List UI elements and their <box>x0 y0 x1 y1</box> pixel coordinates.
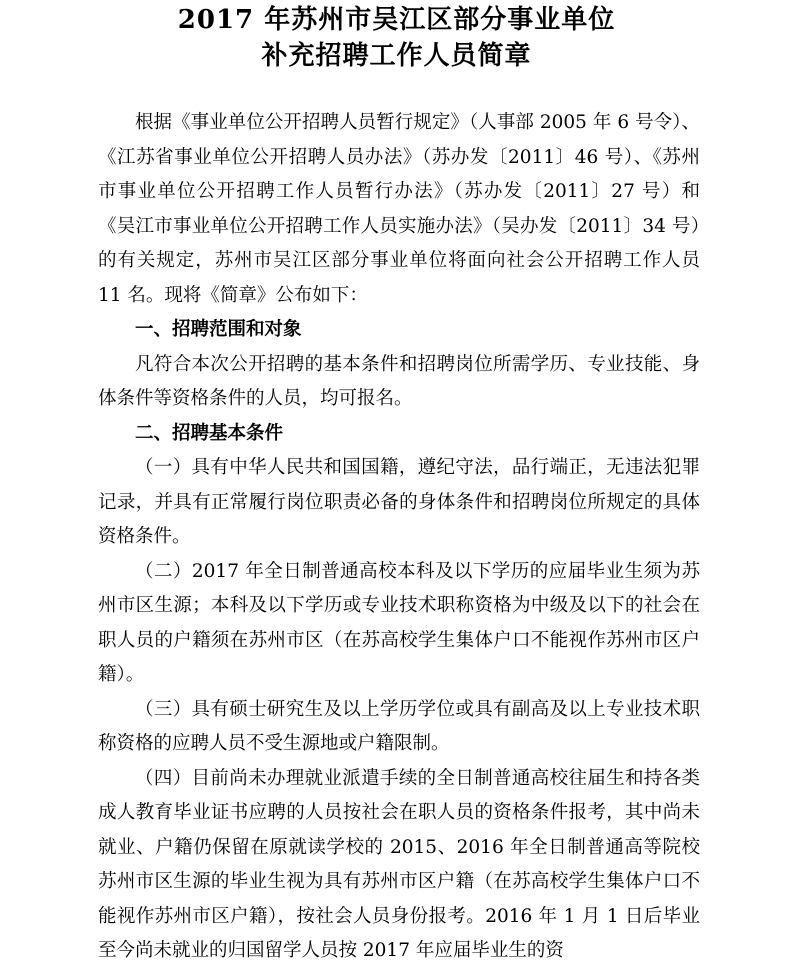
title-line-1: 2017 年苏州市吴江区部分事业单位 <box>177 5 616 35</box>
condition-4-paragraph: （四）目前尚未办理就业派遣手续的全日制普通高校往届生和持各类成人教育毕业证书应聘的人员按社会在职人员的资格条件报考，其中尚未就业、户籍仍保留在原就读学校的 2015、2016 年全日制普通高等院校苏州市区生源的毕业生视为具有苏州市区户籍（在苏高校学生集体户口不能视作苏州市区户籍），按社会人员身份报考。2016 年 1 月 1 日后毕业至今尚未就业的归国留学人员按 2017 年应届毕业生的资 <box>98 767 700 961</box>
section-heading-scope: 一、招聘范围和对象 <box>135 319 302 340</box>
condition-2-paragraph: （二）2017 年全日制普通高校本科及以下学历的应届毕业生须为苏州市区生源；本科及以下学历或专业技术职称资格为中级及以下的社会在职人员的户籍须在苏州市区（在苏高校学生集体户口不能视作苏州市区户籍）。 <box>98 560 700 685</box>
document-body <box>98 106 700 969</box>
title-line-2: 补充招聘工作人员简章 <box>261 41 532 71</box>
section-heading-conditions: 二、招聘基本条件 <box>135 422 284 444</box>
condition-1-paragraph: （一）具有中华人民共和国国籍，遵纪守法，品行端正，无违法犯罪记录，并具有正常履行岗位职责必备的身体条件和招聘岗位所规定的具体资格条件。 <box>98 457 700 547</box>
intro-paragraph: 根据《事业单位公开招聘人员暂行规定》（人事部 2005 年 6 号令）、《江苏省事业单位公开招聘人员办法》（苏办发〔2011〕46 号）、《苏州市事业单位公开招聘工作人员暂行办法》（苏办发〔2011〕27 号）和《吴江市事业单位公开招聘工作人员实施办法》（吴办发〔2011〕34 号）的有关规定，苏州市吴江区部分事业单位将面向社会公开招聘工作人员 11 名。现将《简章》公布如下： <box>98 112 700 306</box>
condition-3-paragraph: （三）具有硕士研究生及以上学历学位或具有副高及以上专业技术职称资格的应聘人员不受生源地或户籍限制。 <box>98 698 700 754</box>
document-title <box>0 2 793 74</box>
scope-paragraph: 凡符合本次公开招聘的基本条件和招聘岗位所需学历、专业技能、身体条件等资格条件的人员，均可报名。 <box>98 353 700 409</box>
